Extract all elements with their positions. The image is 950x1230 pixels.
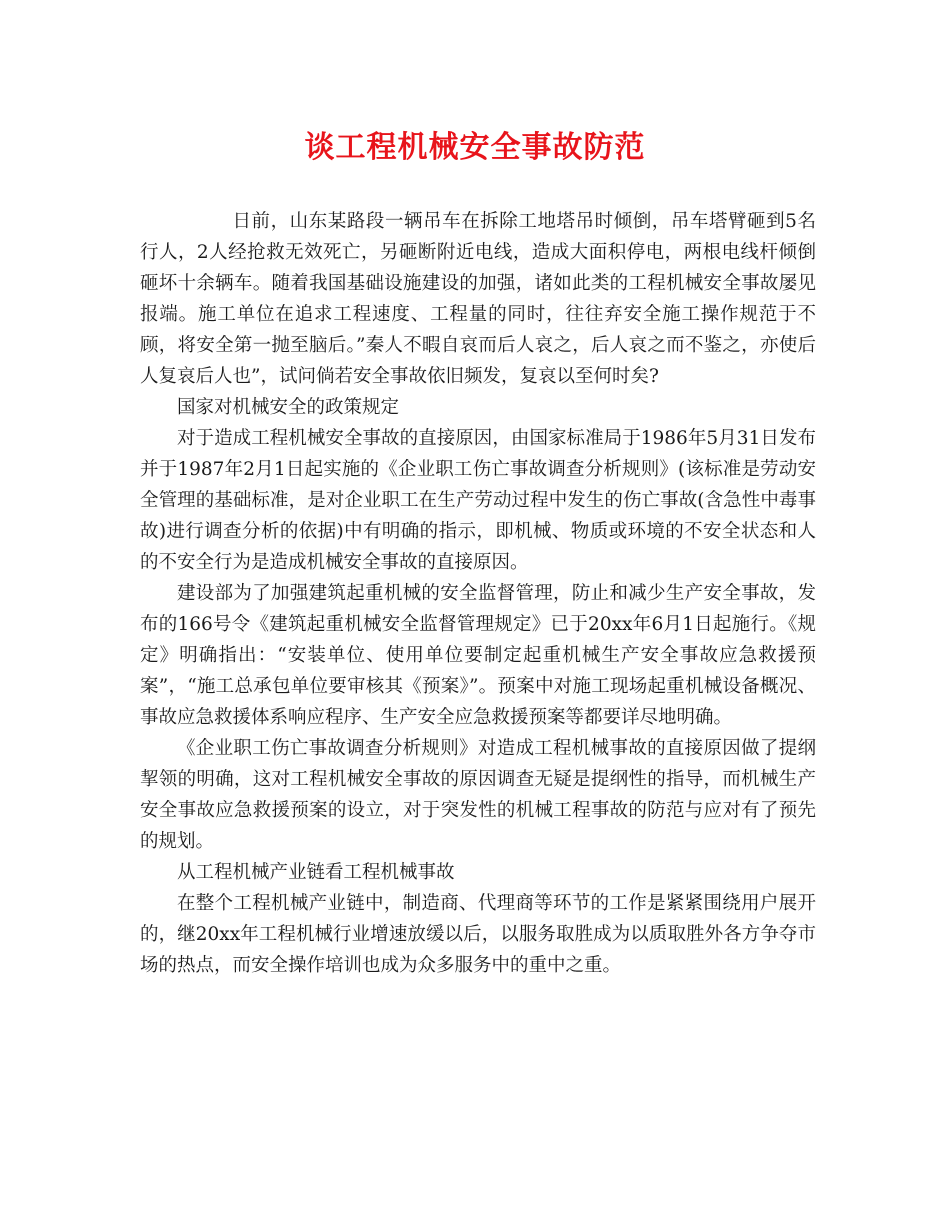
paragraph-intro: 日前，山东某路段一辆吊车在拆除工地塔吊时倾倒，吊车塔臂砸到5名行人，2人经抢救无效死亡，另砸断附近电线，造成大面积停电，两根电线杆倾倒砸坏十余辆车。随着我国基础设施建设的加强，诸如此类的工程机械安全事故屡见报端。施工单位在追求工程速度、工程量的同时，往往弃安全施工操作规范于不顾，将安全第一抛至脑后。”秦人不暇自哀而后人哀之，后人哀之而不鉴之，亦使后人复哀后人也”，试问倘若安全事故依旧频发，复哀以至何时矣?: [140, 211, 816, 387]
document-body: [140, 206, 816, 981]
paragraph-direct-causes: 对于造成工程机械安全事故的直接原因，由国家标准局于1986年5月31日发布并于1987年2月1日起实施的《企业职工伤亡事故调查分析规则》(该标准是劳动安全管理的基础标准，是对企业职工在生产劳动过程中发生的伤亡事故(含急性中毒事故)进行调查分析的依据)中有明确的指示，即机械、物质或环境的不安全状态和人的不安全行为是造成机械安全事故的直接原因。: [140, 428, 816, 573]
document-title: 谈工程机械安全事故防范: [304, 130, 646, 165]
paragraph-industry-chain: 在整个工程机械产业链中，制造商、代理商等环节的工作是紧紧围绕用户展开的，继20xx年工程机械行业增速放缓以后，以服务取胜成为以质取胜外各方争夺市场的热点，而安全操作培训也成为众多服务中的重中之重。: [140, 893, 816, 976]
section-heading-industry-chain: 从工程机械产业链看工程机械事故: [177, 862, 455, 883]
paragraph-rules-summary: 《企业职工伤亡事故调查分析规则》对造成工程机械事故的直接原因做了提纲挈领的明确，这对工程机械安全事故的原因调查无疑是提纲性的指导，而机械生产安全事故应急救援预案的设立，对于突发性的机械工程事故的防范与应对有了预先的规划。: [140, 738, 816, 852]
paragraph-regulation-166: 建设部为了加强建筑起重机械的安全监督管理，防止和减少生产安全事故，发布的166号令《建筑起重机械安全监督管理规定》已于20xx年6月1日起施行。《规定》明确指出：“安装单位、使用单位要制定起重机械生产安全事故应急救援预案”，“施工总承包单位要审核其《预案》”。预案中对施工现场起重机械设备概况、事故应急救援体系响应程序、生产安全应急救援预案等都要详尽地明确。: [140, 583, 816, 728]
section-heading-policy: 国家对机械安全的政策规定: [177, 397, 400, 418]
